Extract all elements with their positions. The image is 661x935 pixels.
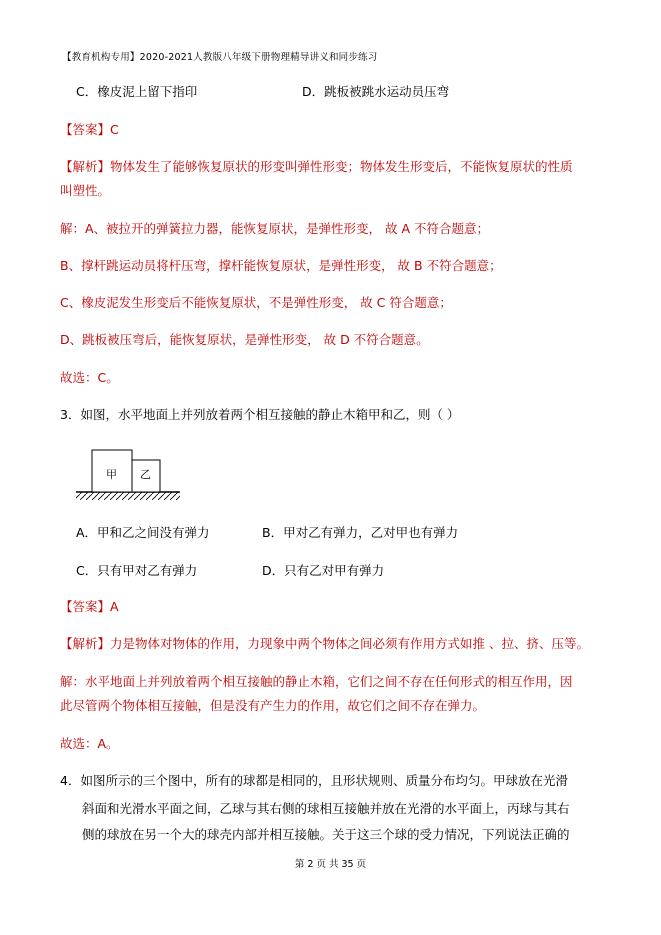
q2-solution-c: C、橡皮泥发生形变后不能恢复原状，不是弹性形变， 故 C 符合题意； [60,295,452,310]
box-jia-label: 甲 [106,468,117,481]
answer-tag: 【答案】 [60,122,111,137]
q4-line-3: 侧的球放在另一个大的球壳内部并相互接触。关于这三个球的受力情况，下列说法正确的 [82,827,570,842]
analysis-tag: 【解析】 [60,159,111,174]
q3-solution-line-2: 此尽管两个物体相互接触，但是没有产生力的作用，故它们之间不存在弹力。 [60,698,486,713]
q2-analysis-line-1 [60,159,573,175]
q4-line-2: 斜面和光滑水平面之间，乙球与其右侧的球相互接触并放在光滑的水平面上，丙球与其右 [82,801,570,816]
q2-analysis-line-2: 叫塑性。 [60,183,111,198]
q3-option-d: D．只有乙对甲有弹力 [262,563,385,578]
analysis-tag: 【解析】 [60,636,111,651]
page-footer: 第 2 页 共 35 页 [294,859,367,870]
q2-option-d: D．跳板被跳水运动员压弯 [302,84,450,99]
q3-option-b: B．甲对乙有弹力，乙对甲也有弹力 [262,525,459,540]
q3-conclusion: 故选：A。 [60,736,119,751]
q2-solution-b: B、撑杆跳运动员将杆压弯，撑杆能恢复原状，是弹性形变， 故 B 不符合题意； [60,258,502,273]
ground-hatch [76,492,180,500]
q3-stem: 3．如图，水平地面上并列放着两个相互接触的静止木箱甲和乙，则（ ） [60,407,460,422]
page-header: 【教育机构专用】2020-2021人教版八年级下册物理精导讲义和同步练习 [62,52,378,63]
q4-line-1: 4．如图所示的三个图中，所有的球都是相同的，且形状规则、质量分布均匀。甲球放在光滑 [60,773,568,788]
q3-answer [60,599,119,615]
box-yi-label: 乙 [140,468,151,481]
answer-value: C [110,122,119,137]
q3-option-c: C．只有甲对乙有弹力 [76,563,198,578]
q2-conclusion: 故选：C。 [60,370,119,385]
q2-option-c: C．橡皮泥上留下指印 [76,84,198,99]
answer-tag: 【答案】 [60,599,111,614]
answer-value: A [110,599,119,614]
q3-solution-line-1: 解：水平地面上并列放着两个相互接触的静止木箱，它们之间不存在任何形式的相互作用，因 [60,674,573,689]
q3-option-a: A．甲和乙之间没有弹力 [76,525,210,540]
q2-solution-a: 解：A、被拉开的弹簧拉力器，能恢复原状，是弹性形变， 故 A 不符合题意； [60,221,490,236]
q3-analysis [60,636,589,652]
q2-solution-d: D、跳板被压弯后，能恢复原状，是弹性形变， 故 D 不符合题意。 [60,332,429,347]
q2-answer [60,122,119,138]
analysis-text: 物体发生了能够恢复原状的形变叫弹性形变；物体发生形变后，不能恢复原状的性质 [110,159,573,174]
analysis-text: 力是物体对物体的作用，力现象中两个物体之间必须有作用方式如推 、拉、挤、压等。 [110,636,589,651]
q3-figure [74,446,184,502]
